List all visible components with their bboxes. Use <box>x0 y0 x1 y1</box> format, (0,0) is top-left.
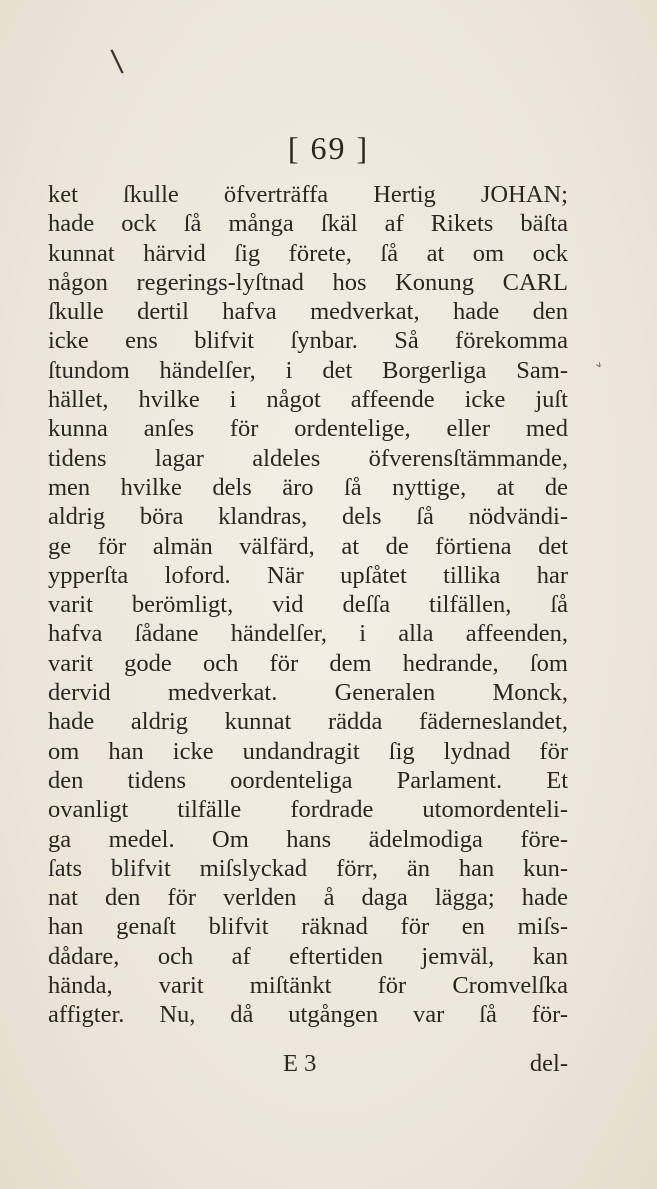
text-line: dådare, och af eftertiden jemväl, kan <box>48 942 568 970</box>
text-line: ſtundom händelſer, i det Borgerliga Sam- <box>48 356 568 384</box>
text-line: nat den för verlden å daga lägga; hade <box>48 884 568 912</box>
body-text <box>48 180 568 1030</box>
text-line: kunnat härvid ſig förete, ſå at om ock <box>48 239 568 267</box>
text-line: affigter. Nu, då utgången var ſå för- <box>48 1001 568 1029</box>
text-line: ge för almän välfärd, at de förtiena det <box>48 532 568 560</box>
text-line: varit berömligt, vid deſſa tilfällen, ſå <box>48 591 568 619</box>
text-line: ket ſkulle öfverträffa Hertig JOHAN; <box>48 181 568 208</box>
stray-ink-mark: \ <box>109 43 125 80</box>
text-line: någon regerings-lyſtnad hos Konung CARL <box>48 268 568 296</box>
text-line: om han icke undandragit ſig lydnad för <box>48 737 568 765</box>
text-line: ga medel. Om hans ädelmodiga före- <box>48 825 568 853</box>
text-line: den tidens oordenteliga Parlament. Et <box>48 766 568 794</box>
text-line: hända, varit miſtänkt för Cromvelſka <box>48 972 568 1000</box>
text-line: men hvilke dels äro ſå nyttige, at de <box>48 473 568 501</box>
text-line: aldrig böra klandras, dels ſå nödvändi- <box>48 503 568 531</box>
text-line: hafva ſådane händelſer, i alla affeenden, <box>48 620 568 648</box>
page-footer <box>48 1050 568 1086</box>
stray-margin-tick: ˅ <box>593 359 611 380</box>
text-line: kunna anſes för ordentelige, eller med <box>48 415 568 443</box>
signature-mark: E 3 <box>283 1050 317 1077</box>
text-line: hade ock ſå många ſkäl af Rikets bäſta <box>48 210 568 238</box>
page-number-header: [ 69 ] <box>287 130 370 166</box>
text-line: ſkulle dertil hafva medverkat, hade den <box>48 298 568 326</box>
text-line: ovanligt tilfälle fordrade utomordenteli- <box>48 796 568 824</box>
text-line: varit gode och för dem hedrande, ſom <box>48 649 568 677</box>
text-line: dervid medverkat. Generalen Monck, <box>48 679 568 707</box>
text-line: hade aldrig kunnat rädda fäderneslandet, <box>48 708 568 736</box>
text-line: tidens lagar aldeles öfverensſtämmande, <box>48 444 568 472</box>
text-line: hället, hvilke i något affeende icke juſt <box>48 386 568 414</box>
catchword: del- <box>529 1050 568 1077</box>
text-line: ypperſta loford. När upſåtet tillika har <box>48 561 568 589</box>
text-line: icke ens blifvit ſynbar. Så förekomma <box>48 327 568 355</box>
text-line: han genaſt blifvit räknad för en miſs- <box>48 913 568 941</box>
text-line: ſats blifvit miſslyckad förr, än han kun- <box>48 854 568 882</box>
